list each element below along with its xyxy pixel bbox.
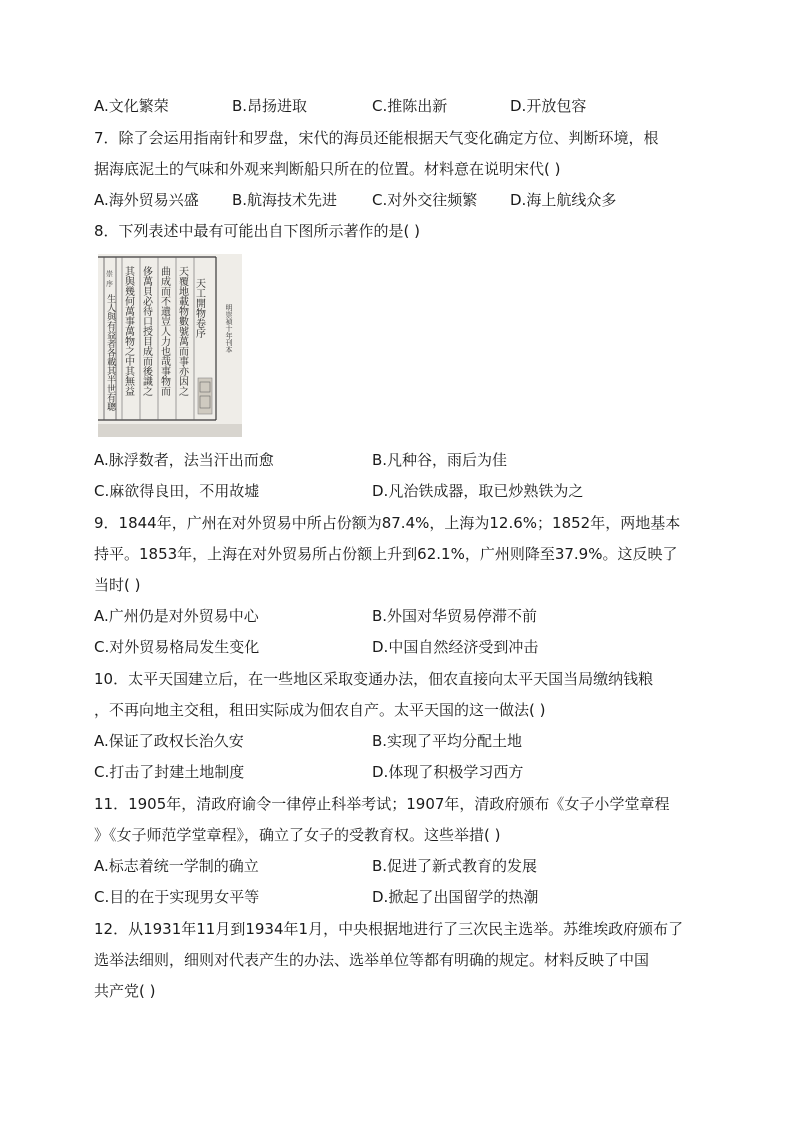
q9-option-b: B.外国对华贸易停滞不前: [372, 607, 538, 625]
edition-note: 明崇禎十年刊本: [225, 304, 233, 353]
tiangong-kaiwu-preface-image: [98, 254, 242, 437]
q6-options: [94, 96, 714, 116]
q6-option-c: C.推陈出新: [372, 97, 448, 115]
q11-options-row-1: [94, 856, 714, 876]
q8-option-a: A.脉浮数者，法当汗出而愈: [94, 451, 274, 469]
q10-options-row-1: [94, 731, 714, 751]
q7-option-d: D.海上航线众多: [510, 191, 617, 209]
q10-option-a: A.保证了政权长治久安: [94, 732, 244, 750]
q11-option-b: B.促进了新式教育的发展: [372, 857, 538, 875]
q12-stem-line-3: 共产党( ): [94, 982, 156, 1000]
svg-text:序: 序: [106, 280, 113, 288]
preface-column-5: 生人與有益者各載其半世有聰: [105, 294, 115, 411]
preface-column-2: 曲成而不遺豈人力也哉事物而: [158, 266, 170, 396]
q10-stem-line-2: ，不再向地主交租，租田实际成为佃农自产。太平天国的这一做法( ): [94, 701, 546, 719]
q6-option-a: A.文化繁荣: [94, 97, 169, 115]
preface-column-4: 其與幾何萬事萬物之中其無益: [122, 266, 134, 396]
preface-column-3: 侈萬貝必待口授目成而後識之: [140, 266, 152, 396]
q12-stem-line-1: 12．从1931年11月到1934年1月，中央根据地进行了三次民主选举。苏维埃政府颁布了: [94, 920, 684, 938]
q7-stem-line-1: 7．除了会运用指南针和罗盘，宋代的海员还能根据天气变化确定方位、判断环境，根: [94, 129, 659, 147]
q6-option-d: D.开放包容: [510, 97, 587, 115]
q10-options-row-2: [94, 762, 714, 782]
q9-stem-line-2: 持平。1853年，上海在对外贸易所占份额上升到62.1%，广州则降至37.9%。这反映了: [94, 545, 678, 563]
q8-option-d: D.凡治铁成器，取已炒熟铁为之: [372, 482, 584, 500]
q11-stem-line-2: 》《女子师范学堂章程》，确立了女子的受教育权。这些举措( ): [94, 826, 501, 844]
q11-option-c: C.目的在于实现男女平等: [94, 888, 260, 906]
q9-option-c: C.对外贸易格局发生变化: [94, 638, 260, 656]
q10-option-b: B.实现了平均分配土地: [372, 732, 523, 750]
q11-stem-line-1: 11．1905年，清政府谕令一律停止科举考试；1907年，清政府颁布《女子小学堂章程: [94, 795, 670, 813]
svg-text:崇: 崇: [106, 270, 113, 278]
q9-option-a: A.广州仍是对外贸易中心: [94, 607, 259, 625]
q12-stem-line-2: 选举法细则，细则对代表产生的办法、选举单位等都有明确的规定。材料反映了中国: [94, 951, 650, 969]
q9-stem-line-3: 当时( ): [94, 576, 141, 594]
q8-options-row-2: [94, 481, 714, 501]
q11-options-row-2: [94, 887, 714, 907]
q10-option-d: D.体现了积极学习西方: [372, 763, 524, 781]
q8-option-b: B.凡种谷，雨后为佳: [372, 451, 508, 469]
q7-option-b: B.航海技术先进: [232, 191, 338, 209]
q9-options-row-2: [94, 637, 714, 657]
q7-stem-line-2: 据海底泥土的气味和外观来判断船只所在的位置。材料意在说明宋代( ): [94, 160, 561, 178]
q11-option-d: D.掀起了出国留学的热潮: [372, 888, 539, 906]
preface-title: 天工開物卷序: [193, 278, 205, 338]
q10-stem-line-1: 10．太平天国建立后，在一些地区采取变通办法，佃农直接向太平天国当局缴纳钱粮: [94, 670, 654, 688]
q8-option-c: C.麻欲得良田，不用故墟: [94, 482, 260, 500]
q11-option-a: A.标志着统一学制的确立: [94, 857, 259, 875]
q7-option-c: C.对外交往频繁: [372, 191, 478, 209]
q9-option-d: D.中国自然经济受到冲击: [372, 638, 539, 656]
q7-options: [94, 190, 714, 210]
q8-stem-line-1: 8．下列表述中最有可能出自下图所示著作的是( ): [94, 222, 421, 240]
q7-option-a: A.海外贸易兴盛: [94, 191, 199, 209]
q9-stem-line-1: 9．1844年，广州在对外贸易中所占份额为87.4%，上海为12.6%；1852年，两地基本: [94, 514, 681, 532]
preface-column-1: 天覆地載物數號萬而事亦因之: [176, 266, 188, 396]
q9-options-row-1: [94, 606, 714, 626]
book-scan-image: [98, 254, 242, 437]
q8-options-row-1: [94, 450, 714, 470]
q10-option-c: C.打击了封建土地制度: [94, 763, 245, 781]
q6-option-b: B.昂扬进取: [232, 97, 308, 115]
